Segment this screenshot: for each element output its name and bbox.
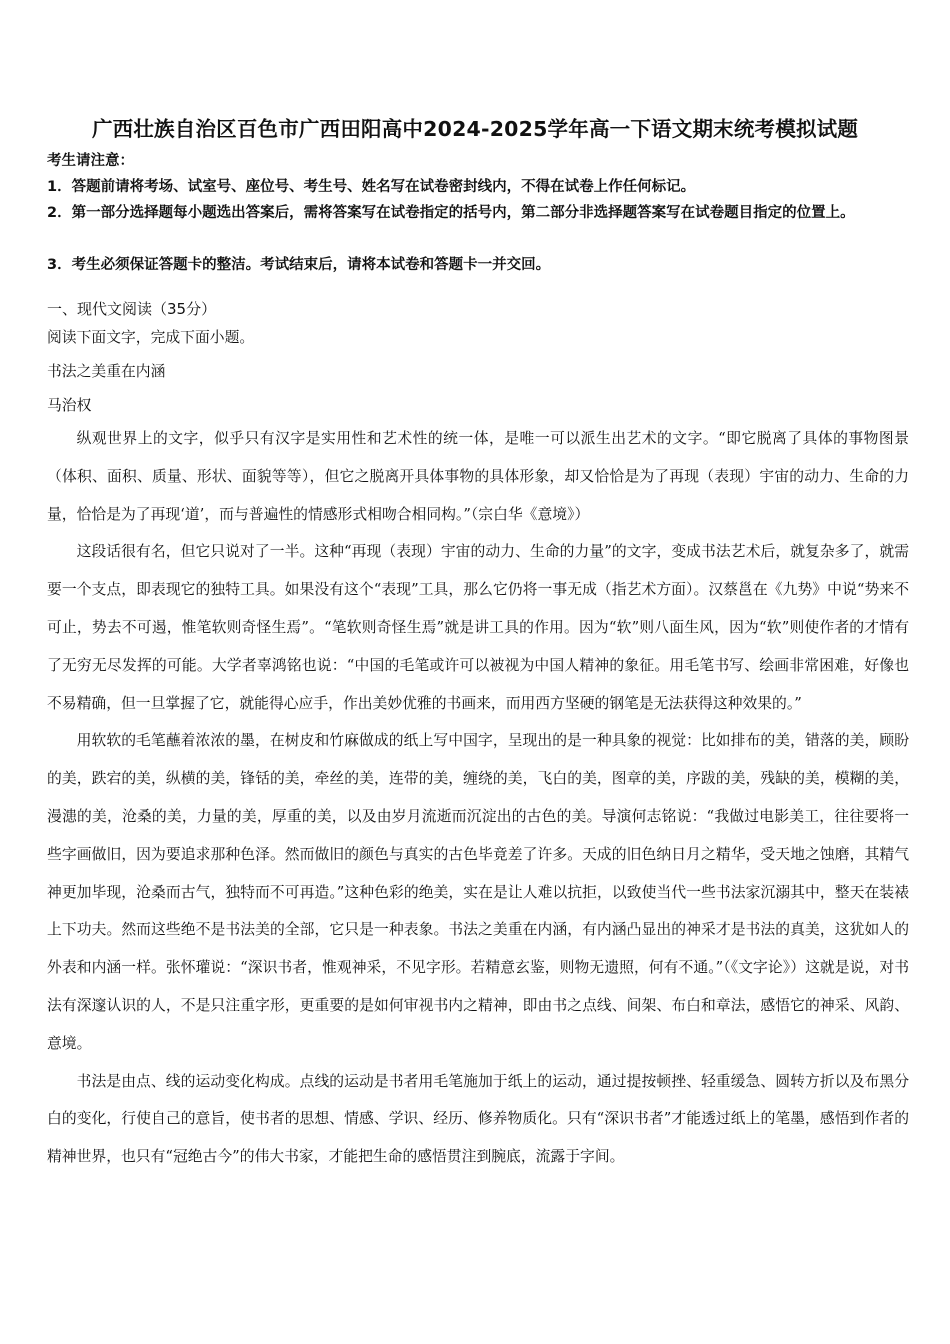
section-instruction: 阅读下面文字，完成下面小题。 (47, 329, 255, 346)
notice-item-3: 3．考生必须保证答题卡的整洁。考试结束后，请将本试卷和答题卡一并交回。 (47, 257, 551, 273)
article-body (47, 420, 909, 1176)
section-heading: 一、现代文阅读（35分） (47, 300, 217, 318)
notice-heading: 考生请注意： (47, 153, 134, 169)
article-author: 马治权 (47, 397, 92, 414)
article-title: 书法之美重在内涵 (47, 363, 166, 380)
paragraph-3: 用软软的毛笔蘸着浓浓的墨，在树皮和竹麻做成的纸上写中国字，呈现出的是一种具象的视觉：比如排布的美，错落的美，顾盼的美，跌宕的美，纵横的美，锋铦的美，牵丝的美，连带的美，缠绕的美，飞白的美，图章的美，序跋的美，残缺的美，模糊的美，漫漶的美，沧桑的美，力量的美，厚重的美，以及由岁月流逝而沉淀出的古色的美。导演何志铭说：“我做过电影美工，往往要将一些字画做旧，因为要追求那种色泽。然而做旧的颜色与真实的古色毕竟差了许多。天成的旧色纳日月之精华，受天地之蚀磨，其精气神更加毕现，沧桑而古气，独特而不可再造。”这种色彩的绝美，实在是让人难以抗拒，以致使当代一些书法家沉溺其中，整天在装裱上下功夫。然而这些绝不是书法美的全部，它只是一种表象。书法之美重在内涵，有内涵凸显出的神采才是书法的真美，这犹如人的外表和内涵一样。张怀瓘说：“深识书者，惟观神采，不见字形。若精意玄鉴，则物无遗照，何有不通。”（《文字论》）这就是说，对书法有深邃认识的人，不是只注重字形，更重要的是如何审视书内之精神，即由书之点线、间架、布白和章法，感悟它的神采、风韵、意境。 (47, 732, 909, 1052)
paragraph-2: 这段话很有名，但它只说对了一半。这种“再现（表现）宇宙的动力、生命的力量”的文字，变成书法艺术后，就复杂多了，就需要一个支点，即表现它的独特工具。如果没有这个“表现”工具，那么它仍将一事无成（指艺术方面）。汉蔡邕在《九势》中说“势来不可止，势去不可遏，惟笔软则奇怪生焉”。“笔软则奇怪生焉”就是讲工具的作用。因为“软”则八面生风，因为“软”则使作者的才情有了无穷无尽发挥的可能。大学者辜鸿铭也说：“中国的毛笔或许可以被视为中国人精神的象征。用毛笔书写、绘画非常困难，好像也不易精确，但一旦掌握了它，就能得心应手，作出美妙优雅的书画来，而用西方坚硬的钢笔是无法获得这种效果的。” (47, 543, 909, 712)
notice-item-1: 1．答题前请将考场、试室号、座位号、考生号、姓名写在试卷密封线内，不得在试卷上作任何标记。 (47, 179, 696, 195)
exam-title: 广西壮族自治区百色市广西田阳高中2024-2025学年高一下语文期末统考模拟试题 (91, 117, 859, 141)
paragraph-4: 书法是由点、线的运动变化构成。点线的运动是书者用毛笔施加于纸上的运动，通过提按顿挫、轻重缓急、圆转方折以及布黑分白的变化，行使自己的意旨，使书者的思想、情感、学识、经历、修养物质化。只有“深识书者”才能透过纸上的笔墨，感悟到作者的精神世界，也只有“冠绝古今”的伟大书家，才能把生命的感悟贯注到腕底，流露于字间。 (47, 1072, 909, 1166)
paragraph-1: 纵观世界上的文字，似乎只有汉字是实用性和艺术性的统一体，是唯一可以派生出艺术的文字。“即它脱离了具体的事物图景（体积、面积、质量、形状、面貌等等），但它之脱离开具体事物的具体形象，却又恰恰是为了再现（表现）宇宙的动力、生命的力量，恰恰是为了再现‘道’，而与普遍性的情感形式相吻合相同构。”（宗白华《意境》） (47, 430, 909, 523)
notice-item-2: 2．第一部分选择题每小题选出答案后，需将答案写在试卷指定的括号内，第二部分非选择题答案写在试卷题目指定的位置上。 (47, 205, 855, 221)
